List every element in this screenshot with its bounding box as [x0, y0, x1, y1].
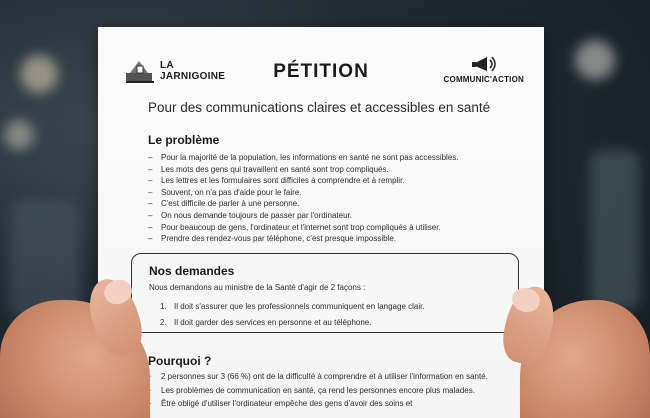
list-item: – Prendre des rendez-vous par téléphone, c'est presque impossible.: [148, 234, 396, 244]
list-item: – Les mots des gens qui travaillent en santé sont trop compliqués.: [148, 164, 389, 174]
subtitle: Pour des communications claires et accessibles en santé: [148, 100, 491, 115]
list-item: – Souvent, on n'a pas d'aide pour le faire.: [148, 187, 302, 197]
megaphone-icon: [471, 55, 497, 75]
list-item: Être obligé d'utiliser l'ordinateur empêche des gens d'avoir des soins et: [161, 399, 413, 408]
logo-left-line2: JARNIGOINE: [160, 71, 226, 82]
communicaction-logo: [444, 55, 524, 84]
demands-box: [131, 253, 519, 333]
page-title: PÉTITION: [273, 61, 369, 82]
demands-list: [160, 299, 425, 331]
list-item: – C'est difficile de parler à une personne.: [148, 199, 300, 209]
bokeh-light: [590, 150, 640, 310]
why-list: [148, 372, 521, 413]
logo-right-name: COMMUNIC'ACTION: [443, 75, 524, 84]
demands-intro: Nous demandons au ministre de la Santé d'agir de 2 façons :: [149, 283, 366, 292]
list-item: 2 personnes sur 3 (66 %) ont de la difficulté à comprendre et à utiliser l'information en santé.: [161, 372, 488, 381]
list-item: – Pour la majorité de la population, les informations en santé ne sont pas accessibles.: [148, 153, 459, 162]
problem-list: [148, 152, 459, 245]
list-item: – On nous demande toujours de passer par l'ordinateur.: [148, 210, 352, 220]
list-item: – Les lettres et les formulaires sont difficiles à comprendre et à remplir.: [148, 176, 405, 186]
bokeh-light: [20, 55, 58, 93]
problem-heading: Le problème: [148, 133, 220, 147]
list-item: 1. Il doit s'assurer que les professionnels communiquent en langage clair.: [160, 302, 425, 311]
bokeh-light: [575, 40, 615, 80]
petition-paper: [98, 27, 544, 418]
list-item: – Pour beaucoup de gens, l'ordinateur et l'internet sont trop compliqués à utiliser.: [148, 222, 441, 232]
bokeh-light: [4, 120, 34, 150]
logo-left-line1: LA: [160, 60, 174, 71]
list-item: Les problèmes de communication en santé, ça rend les personnes encore plus malades.: [161, 385, 475, 395]
why-heading: Pourquoi ?: [148, 354, 212, 368]
list-item: 2. Il doit garder des services en personne et au téléphone.: [160, 318, 372, 327]
demands-heading: Nos demandes: [149, 264, 235, 278]
